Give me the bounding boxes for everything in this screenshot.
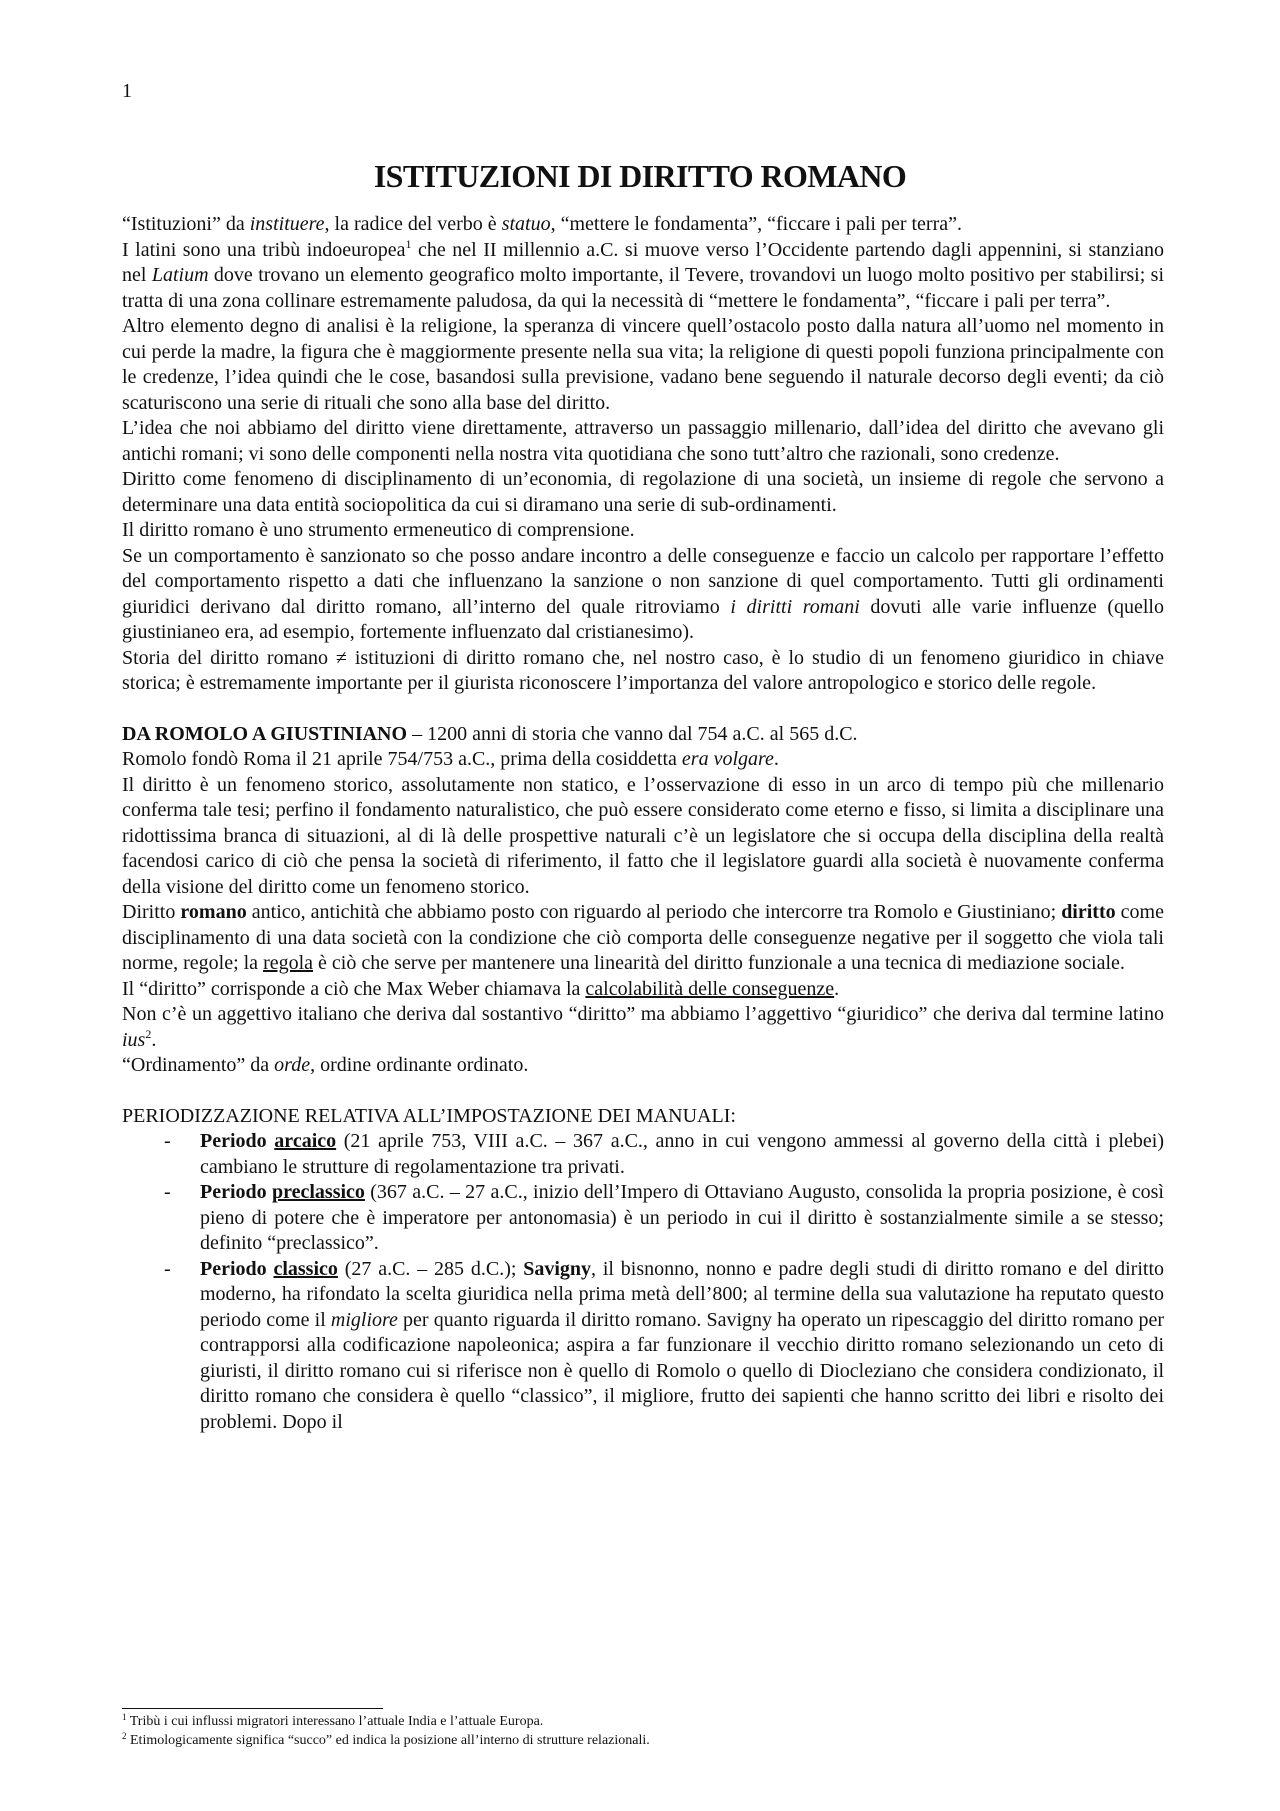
paragraph-strumento-ermeneutico: Il diritto romano è uno strumento ermeneutico di comprensione. [122, 519, 635, 541]
footnote-ref-2[interactable]: 2 [145, 1026, 152, 1041]
paragraph-fondazione-roma: Romolo fondò Roma il 21 aprile 754/753 a.C., prima della cosiddetta era volgare. [122, 748, 779, 770]
paragraph-religione: Altro elemento degno di analisi è la religione, la speranza di vincere quell’ostacolo posto dalla natura all’uomo nel momento in cui perde la madre, la figura che è maggiormente presente nella sua vita; la religione di questi popoli funziona principalmente con le credenze, l’idea quindi che le cose, basandosi sulla previsione, vadano bene seguendo il naturale decorso degli eventi; da ciò scaturiscono una serie di rituali che sono alla base del diritto. [122, 315, 1164, 414]
footnotes [122, 1712, 1164, 1750]
paragraph-ordinamento: “Ordinamento” da orde, ordine ordinante ordinato. [122, 1054, 529, 1076]
document-title: ISTITUZIONI DI DIRITTO ROMANO [373, 158, 907, 194]
paragraph-latini: I latini sono una tribù indoeuropea$^1$ che nel II millennio a.C. si muove verso l’Occidente partendo dagli appennini, si stanziano nel Latium dove trovano un elemento geografico molto importante, il Tevere, trovandovi un luogo molto positivo per stabilirsi; si tratta di una zona collinare estremamente paludosa, da qui la necessità di “mettere le fondamenta”, “ficcare i pali per terra”. [122, 236, 1164, 312]
footnote-2: $^2$ Etimologicamente significa “succo” ed indica la posizione all’interno di strutture relazionali. [122, 1731, 650, 1748]
paragraph-comportamento-sanzionato: Se un comportamento è sanzionato so che posso andare incontro a delle conseguenze e faccio un calcolo per rapportare l’effetto del comportamento rispetto a dati che influenzano la sanzione o non sanzione di quel comportamento. Tutti gli ordinamenti giuridici derivano dal diritto romano, all’interno del quale ritroviamo i diritti romani dovuti alle varie influenze (quello giustinianeo era, ad esempio, fortemente influenzato dal cristianesimo). [122, 544, 1164, 643]
paragraph-diritto-fenomeno: Diritto come fenomeno di disciplinamento di un’economia, di regolazione di una società, un insieme di regole che servono a determinare una data entità sociopolitica da cui si diramano una serie di sub-ordinamenti. [122, 468, 1164, 516]
page-number: 1 [122, 80, 132, 102]
dash-bullet-icon: - [164, 1181, 171, 1203]
section-heading-periodizzazione: PERIODIZZAZIONE RELATIVA ALL’IMPOSTAZIONE DEI MANUALI: [122, 1104, 736, 1127]
paragraph-giuridico-ius: Non c’è un aggettivo italiano che deriva dal sostantivo “diritto” ma abbiamo l’aggettivo “giuridico” che deriva dal termine latino ius$^2$. [122, 1003, 1164, 1051]
section-heading-romolo-giustiniano: DA ROMOLO A GIUSTINIANO – 1200 anni di storia che vanno dal 754 a.C. al 565 d.C. [122, 722, 858, 745]
spacer [122, 1079, 1164, 1104]
list-item-periodo-preclassico: - Periodo preclassico (367 a.C. – 27 a.C., inizio dell’Impero di Ottaviano Augusto, consolida la propria posizione, è così pieno di potere che è imperatore per antonomasia) è un periodo in cui il diritto è sostanzialmente simile a se stesso; definito “preclassico”. [164, 1181, 1164, 1254]
footnote-1: $^1$ Tribù i cui influssi migratori interessano l’attuale India e l’attuale Europa. [122, 1712, 544, 1729]
document-body [122, 212, 1164, 1435]
spacer [122, 697, 1164, 722]
period-list [122, 1129, 1164, 1435]
paragraph-istituzioni-etymology: “Istituzioni” da instituere, la radice del verbo è statuo, “mettere le fondamenta”, “ficcare i pali per terra”. [122, 213, 962, 235]
paragraph-diritto-romano-antico: Diritto romano antico, antichità che abbiamo posto con riguardo al periodo che intercorre tra Romolo e Giustiniano; diritto come disciplinamento di una data società con la condizione che ciò comporta delle conseguenze negative per il soggetto che viola tali norme, regole; la regola è ciò che serve per mantenere una linearità del diritto funzionale a una tecnica di mediazione sociale. [122, 901, 1164, 974]
footnote-ref-1[interactable]: 1 [405, 236, 412, 251]
dash-bullet-icon: - [164, 1130, 171, 1152]
list-item-periodo-arcaico: - Periodo arcaico (21 aprile 753, VIII a.C. – 367 a.C., anno in cui vengono ammessi al governo della città i plebei) cambiano le strutture di regolamentazione tra privati. [164, 1130, 1165, 1178]
dash-bullet-icon: - [164, 1257, 171, 1280]
paragraph-storia-vs-istituzioni: Storia del diritto romano ≠ istituzioni di diritto romano che, nel nostro caso, è lo studio di un fenomeno giuridico in chiave storica; è estremamente importante per il giurista riconoscere l’importanza del valore antropologico e storico delle regole. [122, 646, 1164, 694]
paragraph-max-weber: Il “diritto” corrisponde a ciò che Max Weber chiamava la calcolabilità delle conseguenze. [122, 977, 840, 1000]
list-item-periodo-classico: - Periodo classico (27 a.C. – 285 d.C.); Savigny, il bisnonno, nonno e padre degli studi di diritto romano e del diritto moderno, ha rifondato la scelta giuridica nella prima metà dell’800; al termine della sua valutazione ha reputato questo periodo come il migliore per quanto riguarda il diritto romano. Savigny ha operato un ripescaggio del diritto romano per contrapporsi alla codificazione napoleonica; aspira a far funzionare il vecchio diritto romano selezionando un ceto di giuristi, il diritto romano cui si riferisce non è quello di Romolo o quello di Diocleziano che considera condizionato, il diritto romano che considera è quello “classico”, il migliore, frutto dei sapienti che hanno scritto dei libri e risolto dei problemi. Dopo il [164, 1257, 1164, 1433]
paragraph-idea-diritto: L’idea che noi abbiamo del diritto viene direttamente, attraverso un passaggio millenario, dall’idea del diritto che avevano gli antichi romani; vi sono delle componenti nella nostra vita quotidiana che sono tutt’altro che razionali, sono credenze. [122, 417, 1164, 465]
footnote-separator [122, 1708, 383, 1709]
paragraph-diritto-storico: Il diritto è un fenomeno storico, assolutamente non statico, e l’osservazione di esso in un arco di tempo più che millenario conferma tale tesi; perfino il fondamento naturalistico, che può essere considerato come eterno e fisso, si limita a disciplinare una ridottissima branca di situazioni, al di là delle prospettive naturali c’è un legislatore che si occupa della disciplina della realtà facendosi carico di ciò che pensa la società di riferimento, il fatto che il legislatore guardi alla società è nuovamente conferma della visione del diritto come un fenomeno storico. [122, 773, 1164, 898]
